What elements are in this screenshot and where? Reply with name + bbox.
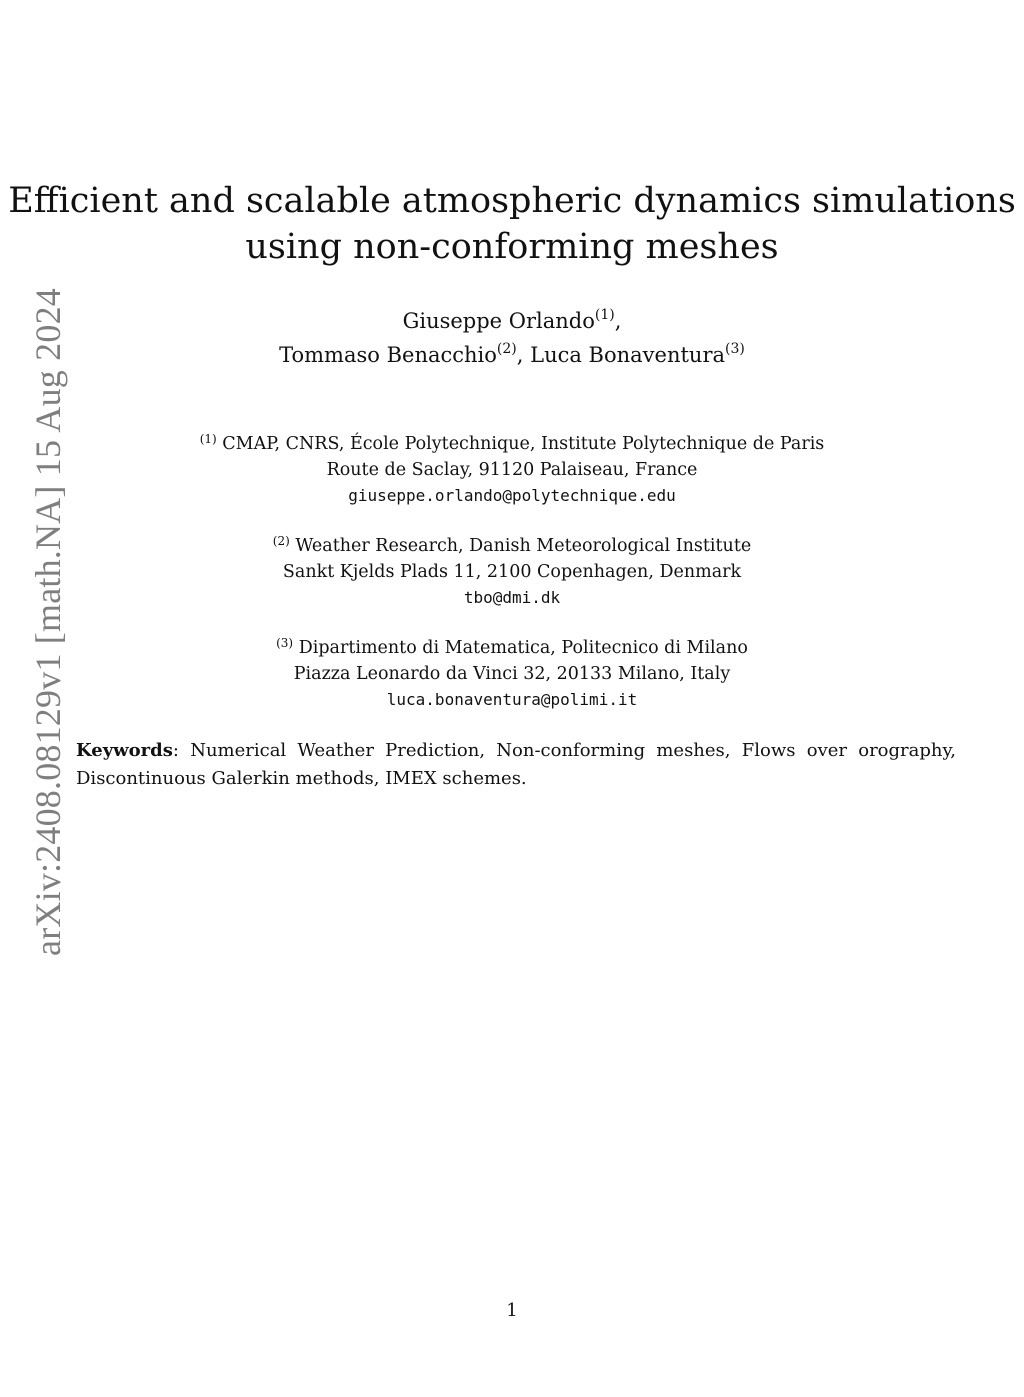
affiliation-address: Sankt Kjelds Plads 11, 2100 Copenhagen, Denmark	[282, 562, 742, 582]
affiliation-email: giuseppe.orlando@polytechnique.edu	[348, 486, 676, 505]
author-separator: ,	[516, 343, 524, 367]
author-affiliation-mark: (3)	[725, 341, 745, 357]
author-separator: ,	[614, 309, 622, 333]
page-number: 1	[506, 1300, 518, 1321]
keywords-label: Keywords	[76, 740, 173, 761]
title-line-2: using non-conforming meshes	[245, 227, 779, 267]
affiliation-institution: CMAP, CNRS, École Polytechnique, Institute Polytechnique de Paris	[222, 434, 825, 454]
affiliation-email: luca.bonaventura@polimi.it	[386, 690, 638, 709]
affiliation-block	[0, 533, 1024, 611]
paper-title	[0, 178, 1024, 270]
arxiv-identifier-stamp: arXiv:2408.08129v1 [math.NA] 15 Aug 2024	[28, 288, 68, 956]
affiliation-mark: (1)	[199, 432, 217, 446]
author-affiliation-mark: (2)	[496, 341, 517, 357]
title-line-1: Efficient and scalable atmospheric dynamics simulations	[8, 181, 1016, 221]
author-name: Tommaso Benacchio	[279, 343, 497, 367]
author-list	[0, 304, 1024, 372]
affiliation-mark: (3)	[276, 636, 294, 650]
author-name: Giuseppe Orlando	[402, 309, 595, 333]
keywords-text: Numerical Weather Prediction, Non-conforming meshes, Flows over orography, Discontinuous Galerkin methods, IMEX schemes.	[76, 740, 956, 789]
author-name: Luca Bonaventura	[530, 343, 726, 367]
author-line-2	[0, 338, 1024, 372]
affiliation-email: tbo@dmi.dk	[463, 588, 561, 607]
affiliation-address: Route de Saclay, 91120 Palaiseau, France	[326, 460, 698, 480]
keywords-paragraph: Keywords: Numerical Weather Prediction, Non-conforming meshes, Flows over orography, Discontinuous Galerkin methods, IMEX schemes.	[76, 740, 956, 789]
affiliation-block	[0, 635, 1024, 713]
affiliation-institution: Dipartimento di Matematica, Politecnico di Milano	[298, 638, 748, 658]
affiliation-block	[0, 431, 1024, 509]
affiliation-institution: Weather Research, Danish Meteorological Institute	[295, 536, 752, 556]
affiliation-mark: (2)	[272, 534, 290, 548]
author-affiliation-mark: (1)	[594, 307, 615, 323]
author-line-1	[0, 304, 1024, 338]
affiliation-address: Piazza Leonardo da Vinci 32, 20133 Milano, Italy	[293, 664, 731, 684]
